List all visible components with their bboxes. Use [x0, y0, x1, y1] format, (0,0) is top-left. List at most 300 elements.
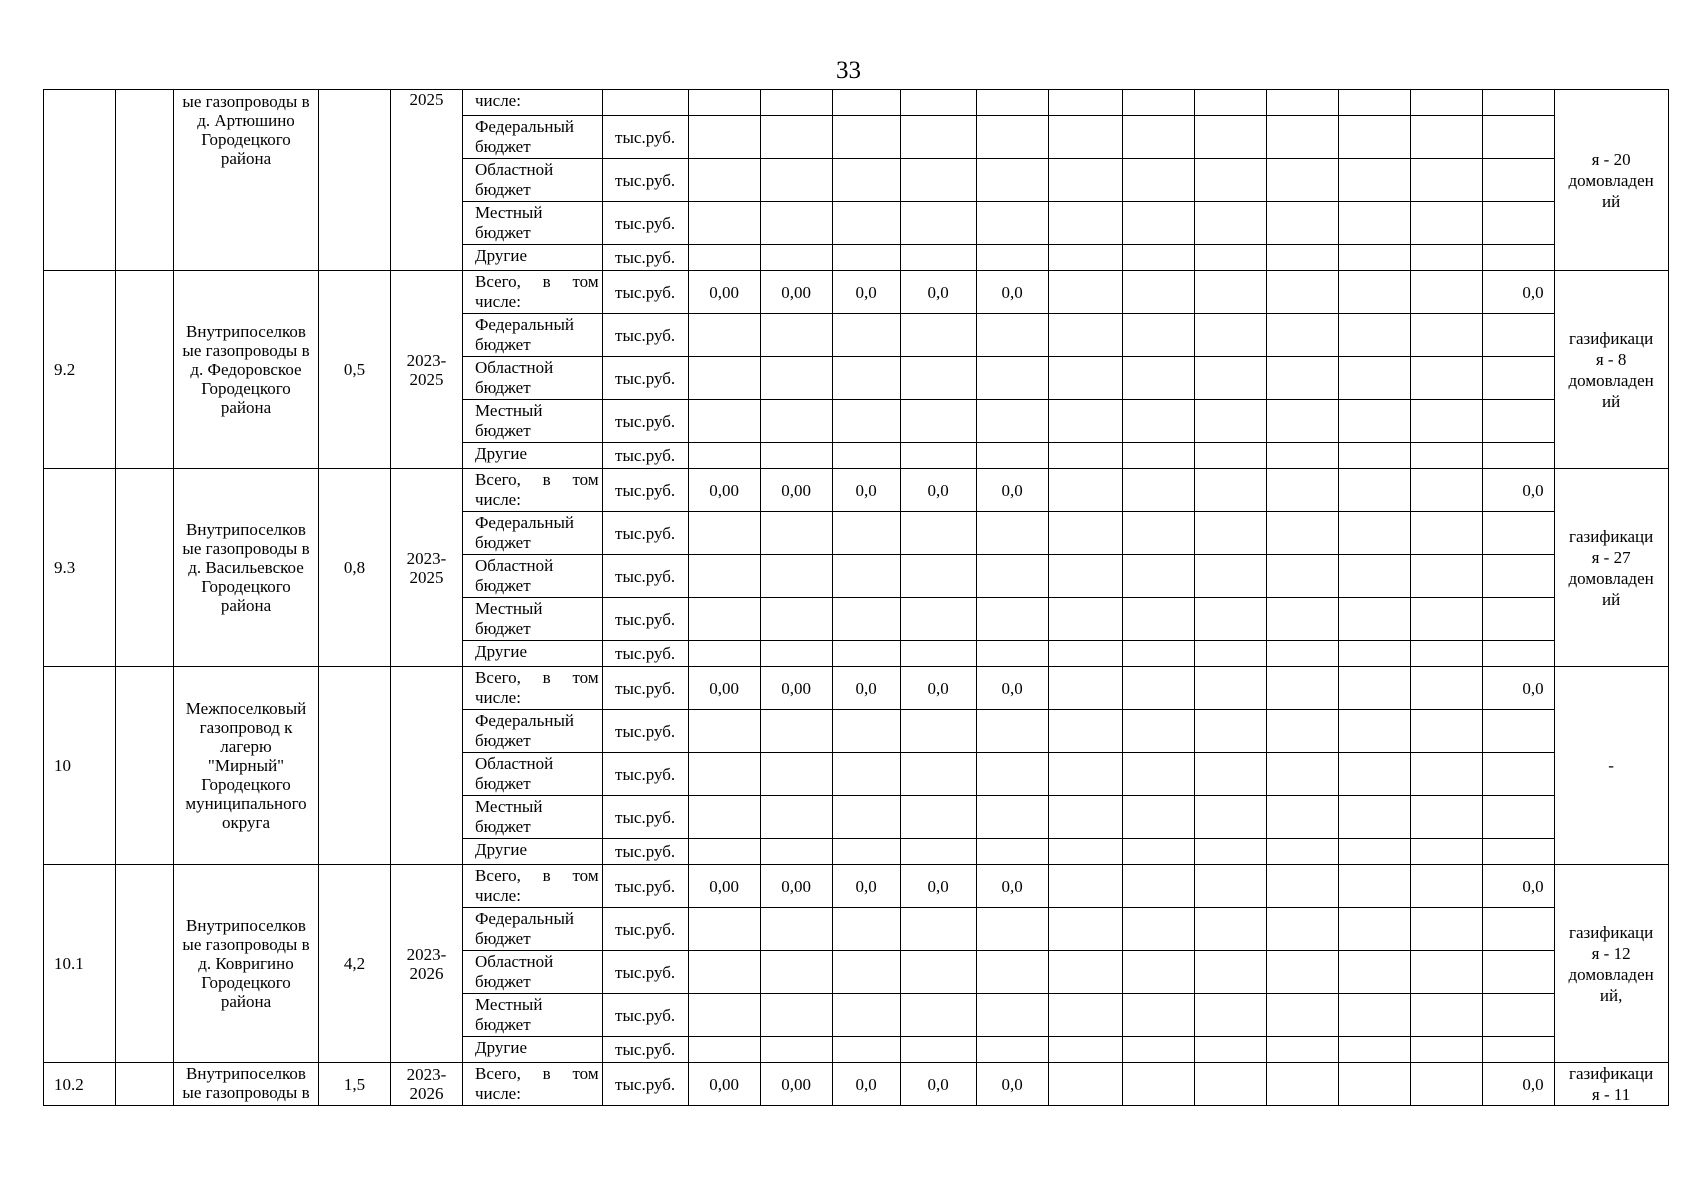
value-cell — [1410, 1063, 1482, 1106]
value-cell — [1410, 796, 1482, 839]
unit-cell: тыс.руб. — [602, 641, 688, 667]
value-cell — [1194, 202, 1266, 245]
table-row — [44, 1063, 1669, 1106]
value-cell — [1482, 512, 1554, 555]
value-cell — [976, 314, 1048, 357]
value-cell — [832, 951, 900, 994]
unit-cell: тыс.руб. — [602, 598, 688, 641]
value-cell — [832, 357, 900, 400]
value-cell — [832, 555, 900, 598]
value-cell — [1410, 469, 1482, 512]
value-cell — [900, 796, 976, 839]
value-cell — [1338, 839, 1410, 865]
value-cell — [1194, 245, 1266, 271]
value-cell: 0,0 — [900, 1063, 976, 1106]
value-cell — [1338, 710, 1410, 753]
source-regional: Областной бюджет — [463, 951, 603, 994]
value-cell — [1048, 667, 1122, 710]
source-local: Местный бюджет — [463, 202, 603, 245]
value-cell: 0,00 — [760, 469, 832, 512]
item-blank-cell — [116, 667, 174, 865]
value-cell — [688, 245, 760, 271]
value-cell — [900, 314, 976, 357]
value-cell — [1048, 710, 1122, 753]
value-cell — [1410, 271, 1482, 314]
source-other: Другие — [463, 443, 603, 469]
value-cell — [688, 555, 760, 598]
value-cell: 0,00 — [688, 667, 760, 710]
value-cell — [1338, 1063, 1410, 1106]
value-cell — [1410, 245, 1482, 271]
value-cell — [1482, 357, 1554, 400]
value-cell — [1338, 90, 1410, 116]
value-cell: 0,00 — [688, 271, 760, 314]
value-cell — [976, 512, 1048, 555]
source-federal: Федеральный бюджет — [463, 314, 603, 357]
source-total — [463, 271, 603, 314]
table-row — [44, 90, 1669, 116]
value-cell — [1266, 796, 1338, 839]
item-length: 0,8 — [319, 469, 391, 667]
value-cell — [1482, 116, 1554, 159]
unit-cell: тыс.руб. — [602, 994, 688, 1037]
value-cell — [1266, 667, 1338, 710]
item-period — [391, 667, 463, 865]
value-cell — [1410, 159, 1482, 202]
value-cell — [760, 159, 832, 202]
table-row — [44, 271, 1669, 314]
value-cell — [1410, 951, 1482, 994]
source-federal: Федеральный бюджет — [463, 116, 603, 159]
value-cell — [1266, 202, 1338, 245]
value-cell — [832, 202, 900, 245]
value-cell — [688, 202, 760, 245]
item-period: 2025 — [391, 90, 463, 271]
source-total-line1: Всего, в том — [475, 470, 599, 489]
value-cell — [1048, 598, 1122, 641]
unit-cell: тыс.руб. — [602, 245, 688, 271]
value-cell — [976, 753, 1048, 796]
value-cell — [1482, 641, 1554, 667]
value-cell — [832, 245, 900, 271]
value-cell — [1194, 90, 1266, 116]
value-cell — [1410, 555, 1482, 598]
value-cell — [1122, 667, 1194, 710]
value-cell — [1482, 443, 1554, 469]
source-other: Другие — [463, 1037, 603, 1063]
value-cell — [1122, 598, 1194, 641]
unit-cell: тыс.руб. — [602, 357, 688, 400]
value-cell — [1122, 159, 1194, 202]
value-cell — [1194, 796, 1266, 839]
value-cell — [760, 90, 832, 116]
value-cell — [1410, 443, 1482, 469]
value-cell: 0,00 — [688, 865, 760, 908]
source-other: Другие — [463, 245, 603, 271]
expected-result: газификаци я - 27 домовладен ий — [1554, 469, 1668, 667]
value-cell: 0,0 — [832, 271, 900, 314]
value-cell — [1048, 951, 1122, 994]
value-cell — [1482, 400, 1554, 443]
value-cell — [688, 357, 760, 400]
item-blank-cell — [116, 1063, 174, 1106]
value-cell — [1266, 710, 1338, 753]
value-cell — [1048, 555, 1122, 598]
value-cell — [1338, 512, 1410, 555]
value-cell — [1194, 641, 1266, 667]
value-cell — [1048, 245, 1122, 271]
value-cell: 0,0 — [832, 865, 900, 908]
value-cell — [1122, 90, 1194, 116]
value-cell — [1266, 159, 1338, 202]
value-cell — [1122, 202, 1194, 245]
unit-cell: тыс.руб. — [602, 865, 688, 908]
value-cell — [1482, 908, 1554, 951]
value-cell — [1048, 908, 1122, 951]
value-cell — [1266, 116, 1338, 159]
value-cell — [832, 159, 900, 202]
value-cell: 0,0 — [976, 667, 1048, 710]
value-cell — [688, 116, 760, 159]
value-cell — [1266, 314, 1338, 357]
value-cell: 0,0 — [832, 469, 900, 512]
value-cell — [1338, 245, 1410, 271]
value-cell — [1194, 994, 1266, 1037]
value-cell — [832, 994, 900, 1037]
unit-cell: тыс.руб. — [602, 116, 688, 159]
value-cell — [1048, 865, 1122, 908]
unit-cell: тыс.руб. — [602, 908, 688, 951]
value-cell — [1338, 1037, 1410, 1063]
value-cell — [1122, 357, 1194, 400]
value-cell — [1482, 710, 1554, 753]
value-cell — [1266, 951, 1338, 994]
value-cell — [1410, 994, 1482, 1037]
item-number: 10.2 — [44, 1063, 116, 1106]
value-cell — [1338, 159, 1410, 202]
value-cell — [1410, 598, 1482, 641]
value-cell — [976, 710, 1048, 753]
value-cell — [1048, 90, 1122, 116]
value-cell — [1482, 202, 1554, 245]
value-cell — [1338, 400, 1410, 443]
value-cell — [1338, 202, 1410, 245]
source-local: Местный бюджет — [463, 796, 603, 839]
value-cell — [1266, 271, 1338, 314]
expected-result: газификаци я - 12 домовладен ий, — [1554, 865, 1668, 1063]
value-cell — [1194, 865, 1266, 908]
source-total-line1: Всего, в том — [475, 668, 599, 687]
source-other: Другие — [463, 641, 603, 667]
source-total-label: числе: — [475, 91, 521, 110]
value-cell — [1048, 159, 1122, 202]
value-cell — [1482, 796, 1554, 839]
value-cell — [760, 443, 832, 469]
value-cell — [1194, 667, 1266, 710]
value-cell — [900, 994, 976, 1037]
value-cell — [688, 90, 760, 116]
expected-result: газификаци я - 8 домовладен ий — [1554, 271, 1668, 469]
value-cell — [900, 908, 976, 951]
value-cell — [1482, 598, 1554, 641]
value-cell — [976, 245, 1048, 271]
value-cell — [760, 116, 832, 159]
value-cell — [1194, 908, 1266, 951]
value-cell — [1122, 951, 1194, 994]
value-cell — [688, 951, 760, 994]
value-cell — [760, 245, 832, 271]
value-cell — [976, 839, 1048, 865]
value-cell: 0,0 — [976, 271, 1048, 314]
unit-cell: тыс.руб. — [602, 839, 688, 865]
value-cell — [832, 796, 900, 839]
value-cell — [832, 710, 900, 753]
value-cell — [832, 314, 900, 357]
item-length: 0,5 — [319, 271, 391, 469]
value-cell: 0,00 — [760, 271, 832, 314]
value-cell — [832, 598, 900, 641]
value-cell — [688, 753, 760, 796]
value-cell — [900, 512, 976, 555]
value-cell — [976, 641, 1048, 667]
value-cell — [976, 90, 1048, 116]
value-cell — [1194, 839, 1266, 865]
value-cell — [1048, 796, 1122, 839]
value-cell — [1122, 1037, 1194, 1063]
value-cell — [1122, 1063, 1194, 1106]
unit-cell: тыс.руб. — [602, 159, 688, 202]
value-cell — [1048, 202, 1122, 245]
value-cell — [900, 400, 976, 443]
item-blank-cell — [116, 90, 174, 271]
value-cell — [1122, 314, 1194, 357]
value-cell — [832, 443, 900, 469]
value-cell — [832, 753, 900, 796]
value-cell — [1122, 908, 1194, 951]
item-number: 9.3 — [44, 469, 116, 667]
value-cell — [1194, 271, 1266, 314]
value-cell — [832, 839, 900, 865]
value-cell — [1410, 202, 1482, 245]
value-cell — [1048, 271, 1122, 314]
value-cell — [1266, 555, 1338, 598]
value-cell — [688, 314, 760, 357]
value-cell — [1338, 865, 1410, 908]
value-cell — [900, 357, 976, 400]
value-cell — [1194, 512, 1266, 555]
value-cell — [688, 443, 760, 469]
value-cell — [1194, 598, 1266, 641]
source-local: Местный бюджет — [463, 400, 603, 443]
expected-result: я - 20 домовладен ий — [1554, 90, 1668, 271]
value-cell — [1410, 1037, 1482, 1063]
value-cell — [976, 908, 1048, 951]
value-cell — [1410, 908, 1482, 951]
value-cell — [1482, 314, 1554, 357]
value-cell — [832, 116, 900, 159]
value-cell: 0,0 — [976, 1063, 1048, 1106]
value-cell — [1266, 90, 1338, 116]
value-cell — [1266, 1063, 1338, 1106]
value-cell — [832, 1037, 900, 1063]
unit-cell: тыс.руб. — [602, 202, 688, 245]
value-cell — [688, 641, 760, 667]
value-cell — [1410, 357, 1482, 400]
source-regional: Областной бюджет — [463, 159, 603, 202]
unit-cell: тыс.руб. — [602, 443, 688, 469]
value-cell — [976, 796, 1048, 839]
program-table — [43, 89, 1669, 1106]
value-cell — [976, 598, 1048, 641]
source-local: Местный бюджет — [463, 598, 603, 641]
value-cell — [760, 753, 832, 796]
value-cell — [760, 908, 832, 951]
value-cell — [1194, 400, 1266, 443]
value-cell — [1048, 400, 1122, 443]
value-cell — [688, 400, 760, 443]
item-name: Внутрипоселков ые газопроводы в — [174, 1063, 319, 1106]
item-length: 1,5 — [319, 1063, 391, 1106]
value-cell — [1338, 357, 1410, 400]
value-cell — [900, 443, 976, 469]
value-cell — [688, 796, 760, 839]
item-period: 2023- 2026 — [391, 865, 463, 1063]
value-cell — [1410, 400, 1482, 443]
value-cell — [760, 555, 832, 598]
table-row — [44, 865, 1669, 908]
unit-cell: тыс.руб. — [602, 796, 688, 839]
value-cell: 0,0 — [900, 667, 976, 710]
value-cell — [1194, 1063, 1266, 1106]
value-cell — [688, 710, 760, 753]
source-total — [463, 865, 603, 908]
item-length — [319, 90, 391, 271]
value-cell: 0,0 — [1482, 271, 1554, 314]
value-cell — [1194, 314, 1266, 357]
value-cell — [900, 90, 976, 116]
value-cell — [760, 994, 832, 1037]
table-row — [44, 667, 1669, 710]
source-total-line2: числе: — [475, 490, 521, 509]
item-period: 2023- 2026 — [391, 1063, 463, 1106]
value-cell: 0,00 — [688, 1063, 760, 1106]
item-blank-cell — [116, 865, 174, 1063]
value-cell — [1122, 753, 1194, 796]
item-blank-cell — [116, 469, 174, 667]
source-other: Другие — [463, 839, 603, 865]
value-cell — [1048, 994, 1122, 1037]
value-cell — [760, 314, 832, 357]
value-cell: 0,0 — [900, 865, 976, 908]
value-cell — [976, 116, 1048, 159]
value-cell — [1048, 753, 1122, 796]
value-cell — [976, 994, 1048, 1037]
item-number: 10.1 — [44, 865, 116, 1063]
value-cell — [976, 202, 1048, 245]
value-cell: 0,00 — [760, 865, 832, 908]
value-cell: 0,0 — [1482, 865, 1554, 908]
value-cell — [1410, 667, 1482, 710]
value-cell — [900, 555, 976, 598]
value-cell — [1122, 865, 1194, 908]
value-cell — [1266, 443, 1338, 469]
value-cell: 0,0 — [832, 1063, 900, 1106]
unit-cell: тыс.руб. — [602, 271, 688, 314]
value-cell — [1194, 159, 1266, 202]
value-cell: 0,0 — [1482, 1063, 1554, 1106]
value-cell — [760, 641, 832, 667]
item-name: Внутрипоселков ые газопроводы в д. Васильевское Городецкого района — [174, 469, 319, 667]
value-cell — [760, 796, 832, 839]
value-cell — [976, 159, 1048, 202]
value-cell — [1194, 116, 1266, 159]
value-cell — [1338, 908, 1410, 951]
value-cell — [1410, 839, 1482, 865]
value-cell — [1194, 951, 1266, 994]
value-cell — [688, 994, 760, 1037]
value-cell — [976, 951, 1048, 994]
source-federal: Федеральный бюджет — [463, 512, 603, 555]
value-cell — [760, 710, 832, 753]
item-number: 10 — [44, 667, 116, 865]
value-cell — [760, 598, 832, 641]
value-cell — [976, 443, 1048, 469]
value-cell — [900, 641, 976, 667]
value-cell: 0,0 — [976, 865, 1048, 908]
item-period: 2023- 2025 — [391, 271, 463, 469]
item-name: Внутрипоселков ые газопроводы в д. Федоровское Городецкого района — [174, 271, 319, 469]
value-cell — [688, 512, 760, 555]
value-cell — [1482, 951, 1554, 994]
value-cell — [1338, 271, 1410, 314]
value-cell — [1338, 667, 1410, 710]
source-total-line2: числе: — [475, 688, 521, 707]
source-total — [463, 1063, 603, 1106]
value-cell — [760, 202, 832, 245]
item-name: ые газопроводы в д. Артюшино Городецкого района — [174, 90, 319, 271]
value-cell: 0,00 — [688, 469, 760, 512]
value-cell — [1048, 469, 1122, 512]
value-cell — [1122, 641, 1194, 667]
value-cell — [688, 908, 760, 951]
unit-cell: тыс.руб. — [602, 951, 688, 994]
value-cell — [1482, 839, 1554, 865]
value-cell — [1266, 865, 1338, 908]
value-cell — [760, 512, 832, 555]
value-cell — [900, 710, 976, 753]
value-cell: 0,0 — [976, 469, 1048, 512]
item-length — [319, 667, 391, 865]
unit-cell: тыс.руб. — [602, 469, 688, 512]
value-cell — [1338, 951, 1410, 994]
value-cell — [1048, 1063, 1122, 1106]
value-cell — [900, 753, 976, 796]
source-total-line2: числе: — [475, 1084, 521, 1103]
value-cell — [1410, 90, 1482, 116]
source-total-line1: Всего, в том — [475, 272, 599, 291]
value-cell — [1410, 314, 1482, 357]
unit-cell — [602, 90, 688, 116]
value-cell — [900, 839, 976, 865]
value-cell — [1048, 1037, 1122, 1063]
value-cell: 0,00 — [760, 667, 832, 710]
value-cell — [1410, 116, 1482, 159]
value-cell — [1194, 357, 1266, 400]
item-number — [44, 90, 116, 271]
value-cell — [1338, 641, 1410, 667]
unit-cell: тыс.руб. — [602, 400, 688, 443]
unit-cell: тыс.руб. — [602, 1063, 688, 1106]
